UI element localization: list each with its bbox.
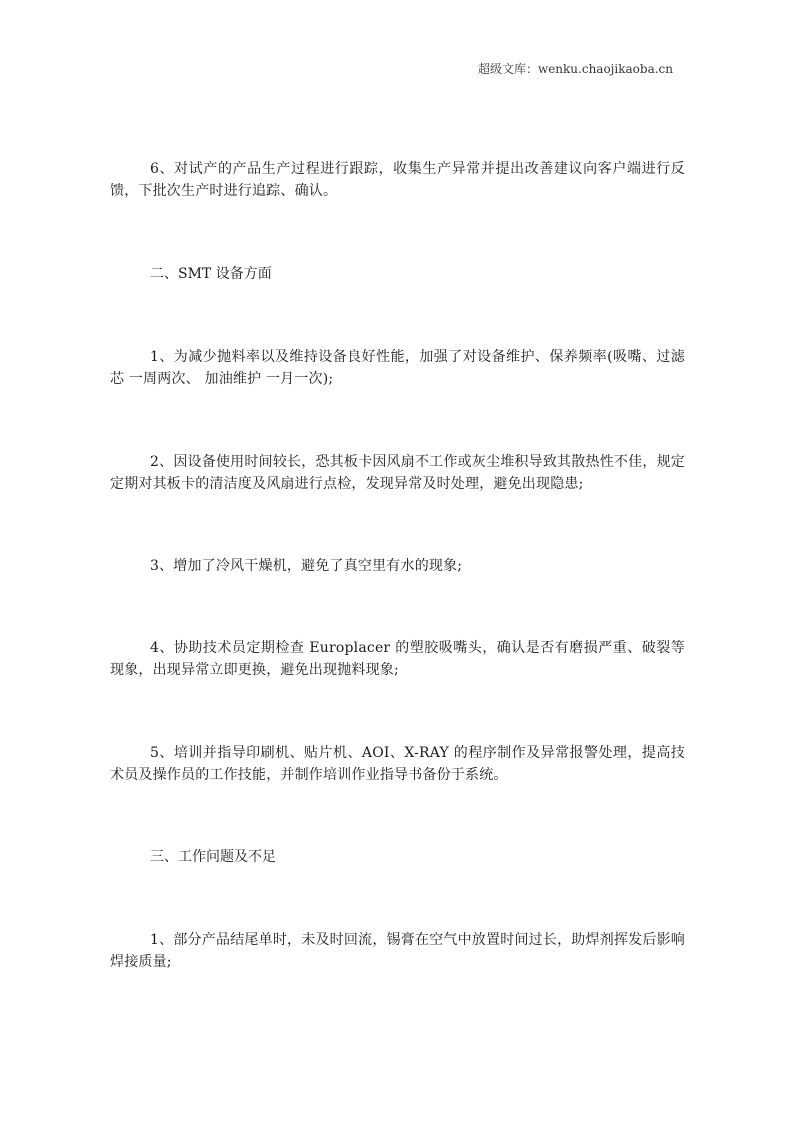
paragraph-4-nozzle-check: 4、协助技术员定期检查 Europlacer 的塑胶吸嘴头，确认是否有磨损严重、破裂等现象，出现异常立即更换，避免出现抛料现象;	[110, 640, 685, 678]
section-heading-work-issues: 三、工作问题及不足	[150, 849, 276, 865]
paragraph-6-trial-production: 6、对试产的产品生产过程进行跟踪，收集生产异常并提出改善建议向客户端进行反馈，下批次生产时进行追踪、确认。	[110, 161, 685, 199]
section-heading-smt-equipment: 二、SMT 设备方面	[150, 266, 272, 282]
page-header-source: 超级文库：wenku.chaojikaoba.cn	[477, 62, 673, 76]
paragraph-1-maintenance: 1、为减少抛料率以及维持设备良好性能，加强了对设备维护、保养频率(吸嘴、过滤芯 一周两次、 加油维护 一月一次);	[110, 349, 685, 387]
paragraph-5-training: 5、培训并指导印刷机、贴片机、AOI、X-RAY 的程序制作及异常报警处理，提高技术员及操作员的工作技能，并制作培训作业指导书备份于系统。	[110, 745, 685, 783]
paragraph-1-solder-paste: 1、部分产品结尾单时，未及时回流，锡膏在空气中放置时间过长，助焊剂挥发后影响焊接质量;	[110, 932, 685, 970]
paragraph-3-air-dryer: 3、增加了冷风干燥机，避免了真空里有水的现象;	[150, 558, 463, 574]
paragraph-2-board-inspection: 2、因设备使用时间较长，恐其板卡因风扇不工作或灰尘堆积导致其散热性不佳，规定定期对其板卡的清洁度及风扇进行点检，发现异常及时处理，避免出现隐患;	[110, 454, 685, 492]
